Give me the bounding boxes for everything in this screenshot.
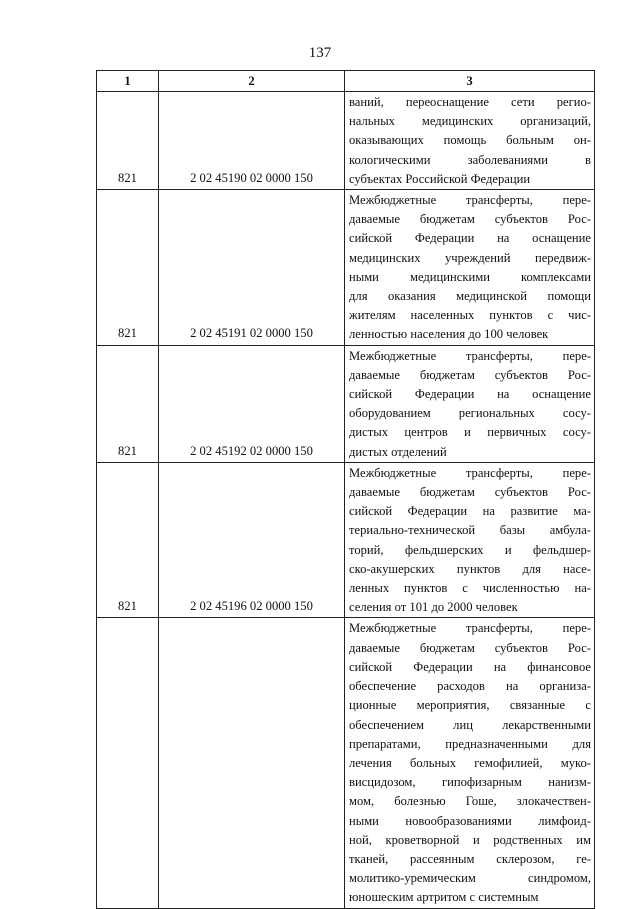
description-line: препаратами, предназначенными для (349, 736, 591, 751)
description-line: лечения больных гемофилией, муко- (349, 755, 591, 770)
description-line: ционные мероприятия, связанные с (349, 698, 591, 713)
description-line: юношеским артритом с системным (349, 890, 539, 905)
description-line: сийской Федерации на развитие ма- (349, 504, 591, 519)
description-line: сийской Федерации на финансовое (349, 659, 591, 674)
admin-code-cell: 821 (97, 190, 159, 346)
budget-codes-table (96, 70, 595, 909)
admin-code-cell: 821 (97, 345, 159, 462)
budget-classification-code-cell: 2 02 45196 02 0000 150 (159, 462, 345, 618)
table-body (97, 92, 595, 909)
description-line: ленностью населения до 100 человек (349, 327, 549, 342)
table-row (97, 618, 595, 908)
description-line: селения от 101 до 2000 человек (349, 600, 518, 615)
column-header-2: 2 (159, 71, 345, 92)
description-line: сийской Федерации на оснащение (349, 231, 591, 246)
description-line: териально-технической базы амбула- (349, 523, 591, 538)
description-line: ными медицинскими комплексами (349, 269, 591, 284)
table-header-row (97, 71, 595, 92)
description-line: ленных пунктов с численностью на- (349, 581, 591, 596)
description-line: даваемые бюджетам субъектов Рос- (349, 367, 591, 382)
description-line: сийской Федерации на оснащение (349, 387, 591, 402)
table-row (97, 190, 595, 346)
description-line: Межбюджетные трансферты, пере- (349, 193, 591, 208)
description-line: Межбюджетные трансферты, пере- (349, 621, 591, 636)
description-line: оборудованием региональных сосу- (349, 406, 591, 421)
description-line: жителям населенных пунктов с чис- (349, 308, 591, 323)
revenue-description-cell (345, 345, 595, 462)
description-line: нальных медицинских организаций, (349, 114, 591, 129)
budget-classification-code-cell: 2 02 45190 02 0000 150 (159, 92, 345, 190)
description-line: Межбюджетные трансферты, пере- (349, 348, 591, 363)
description-line: для оказания медицинской помощи (349, 289, 591, 304)
revenue-description-cell (345, 618, 595, 908)
revenue-description-cell (345, 190, 595, 346)
admin-code-cell (97, 618, 159, 908)
description-line: оказывающих помощь больным он- (349, 133, 591, 148)
revenue-description-cell (345, 462, 595, 618)
description-line: торий, фельдшерских и фельдшер- (349, 542, 591, 557)
column-header-3: 3 (345, 71, 595, 92)
description-line: дистых отделений (349, 444, 447, 459)
page-number: 137 (308, 45, 332, 61)
admin-code-cell: 821 (97, 462, 159, 618)
column-header-1: 1 (97, 71, 159, 92)
table-row (97, 92, 595, 190)
description-line: ваний, переоснащение сети регио- (349, 95, 591, 109)
description-line: ными новообразованиями лимфоид- (349, 813, 591, 828)
budget-classification-code-cell (159, 618, 345, 908)
description-line: тканей, рассеянным склерозом, ге- (349, 851, 591, 866)
description-line: висцидозом, гипофизарным нанизм- (349, 775, 591, 790)
table-row (97, 345, 595, 462)
description-line: даваемые бюджетам субъектов Рос- (349, 485, 591, 500)
description-line: обеспечением лиц лекарственными (349, 717, 591, 732)
description-line: мом, болезнью Гоше, злокачествен- (349, 794, 591, 809)
revenue-description-cell (345, 92, 595, 190)
description-line: ной, кроветворной и родственных им (349, 832, 591, 847)
description-line: медицинских учреждений передвиж- (349, 250, 591, 265)
admin-code-cell: 821 (97, 92, 159, 190)
description-line: дистых центров и первичных сосу- (349, 425, 591, 440)
description-line: кологическими заболеваниями в (349, 152, 591, 167)
description-line: даваемые бюджетам субъектов Рос- (349, 640, 591, 655)
description-line: обеспечение расходов на организа- (349, 679, 591, 694)
description-line: молитико-уремическим синдромом, (349, 871, 591, 886)
budget-classification-code-cell: 2 02 45192 02 0000 150 (159, 345, 345, 462)
description-line: субъектах Российской Федерации (349, 171, 531, 186)
budget-classification-code-cell: 2 02 45191 02 0000 150 (159, 190, 345, 346)
description-line: даваемые бюджетам субъектов Рос- (349, 212, 591, 227)
table-row (97, 462, 595, 618)
description-line: Межбюджетные трансферты, пере- (349, 465, 591, 480)
description-line: ско-акушерских пунктов для насе- (349, 561, 591, 576)
